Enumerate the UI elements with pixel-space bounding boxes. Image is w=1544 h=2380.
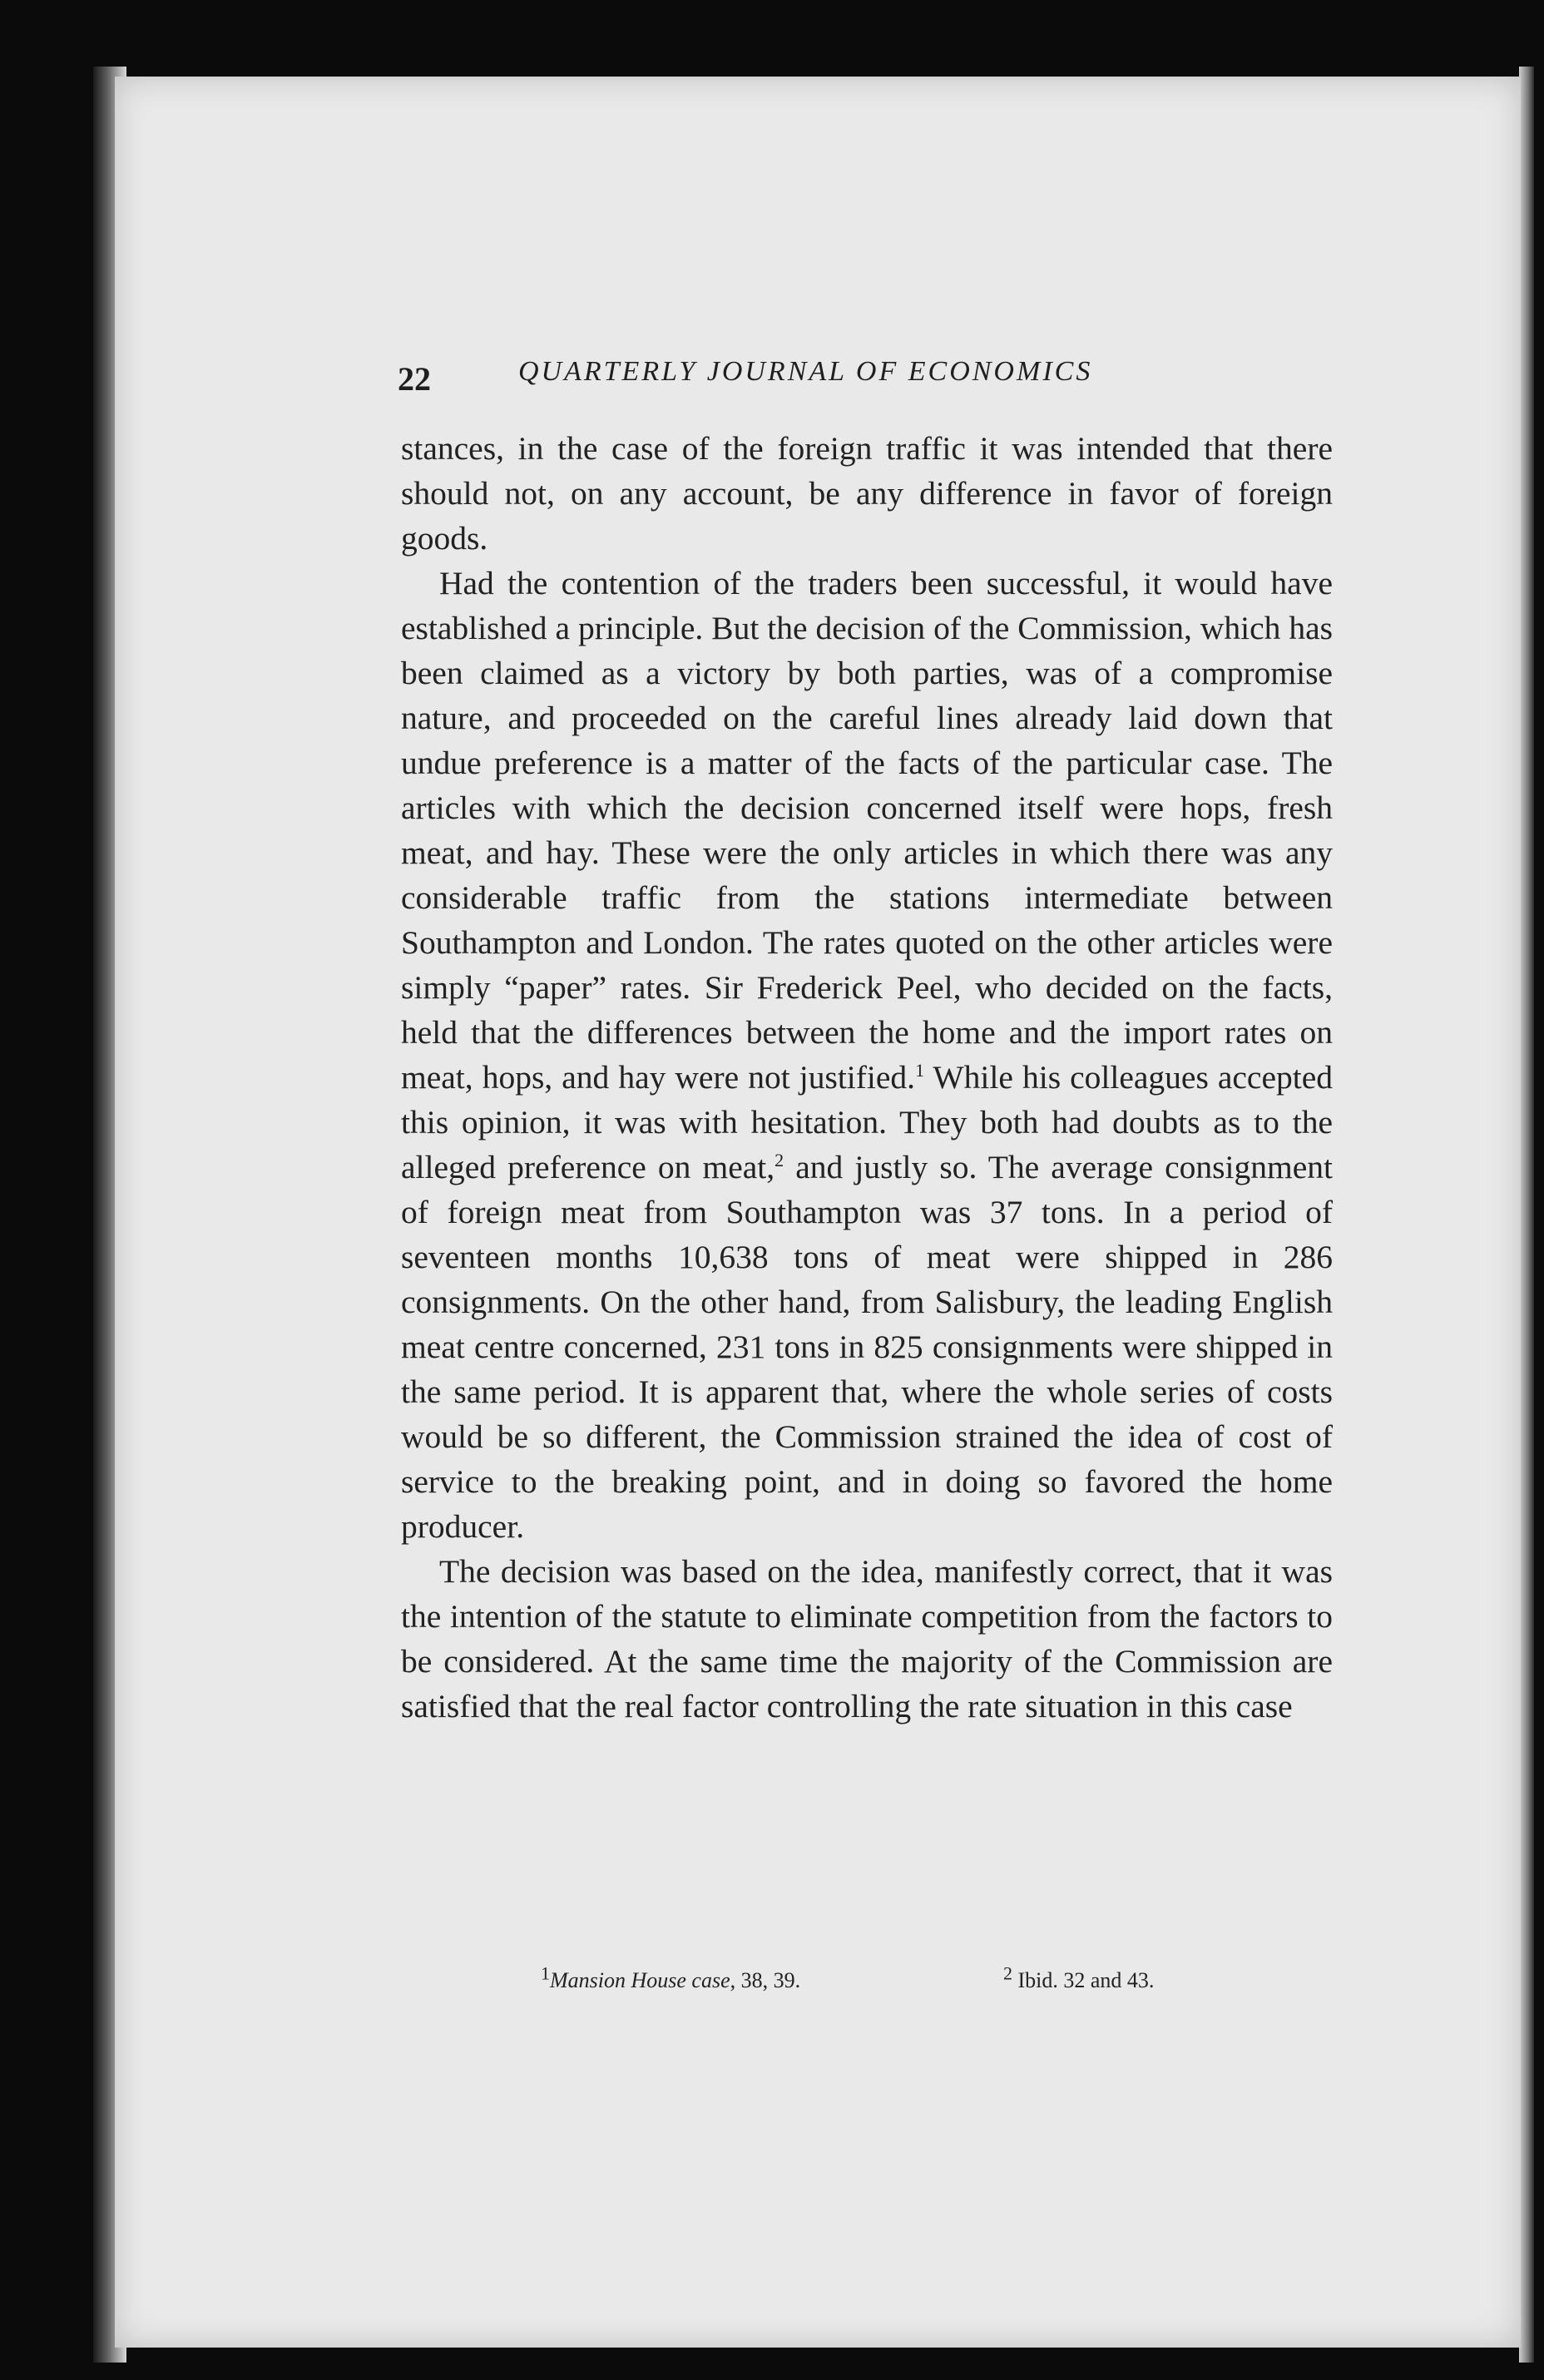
running-head: QUARTERLY JOURNAL OF ECONOMICS	[518, 356, 1093, 387]
footnote-1-marker: 1	[541, 1962, 550, 1984]
footnote-ref-1: 1	[915, 1059, 925, 1081]
paragraph-1	[401, 426, 1333, 561]
footnotes	[541, 1962, 1356, 2001]
footnote-ref-2: 2	[774, 1149, 784, 1170]
paragraph-2-text-b: While his colleagues accepted this opinion, it was with hesitation. They both had doubts as to the alleged preference on meat,	[401, 1059, 1333, 1185]
page-number: 22	[398, 360, 431, 398]
footnote-1-pages: , 38, 39.	[730, 1968, 801, 1992]
footnote-2-text: Ibid. 32 and 43.	[1017, 1968, 1155, 1992]
footnote-1	[541, 1962, 801, 1993]
paragraph-2-text-c: and justly so. The average consignment of foreign meat from Southampton was 37 tons. In a period of seventeen months 10,638 tons of meat were shipped in 286 consignments. On the other hand, from Salisbury, the leading English meat centre concerned, 231 tons in 825 consignments were shipped in the same period. It is apparent that, where the whole series of costs would be so different, the Commission strained the idea of cost of service to the breaking point, and in doing so favored the home producer.	[401, 1149, 1333, 1545]
paragraph-2	[401, 561, 1333, 1549]
footnote-2-marker: 2	[1003, 1962, 1012, 1984]
footnote-2	[1003, 1962, 1155, 1993]
paragraph-3-text: The decision was based on the idea, manifestly correct, that it was the intention of the statute to eliminate competition from the factors to be considered. At the same time the majority of the Commission are satisfied that the real factor controlling the rate situation in this case	[401, 1553, 1333, 1724]
footnote-1-case: Mansion House case	[550, 1968, 730, 1992]
page-header	[398, 349, 1346, 408]
paragraph-3	[401, 1549, 1333, 1729]
paragraph-2-text: Had the contention of the traders been successful, it would have established a principle. But the decision of the Commission, which has been claimed as a victory by both parties, was of a compromise nature, and proceeded on the careful lines already laid down that undue preference is a matter of the facts of the particular case. The articles with which the decision concerned itself were hops, fresh meat, and hay. These were the only articles in which there was any considerable traffic from the stations intermediate between Southampton and London. The rates quoted on the other articles were simply “paper” rates. Sir Frederick Peel, who decided on the facts, held that the differences between the home and the import rates on meat, hops, and hay were not justified.	[401, 565, 1333, 1096]
page-edge-shadow	[1519, 67, 1534, 2363]
body-text	[401, 426, 1333, 1729]
paragraph-1-text: stances, in the case of the foreign traffic it was intended that there should not, on any account, be any difference in favor of foreign goods.	[401, 430, 1333, 557]
